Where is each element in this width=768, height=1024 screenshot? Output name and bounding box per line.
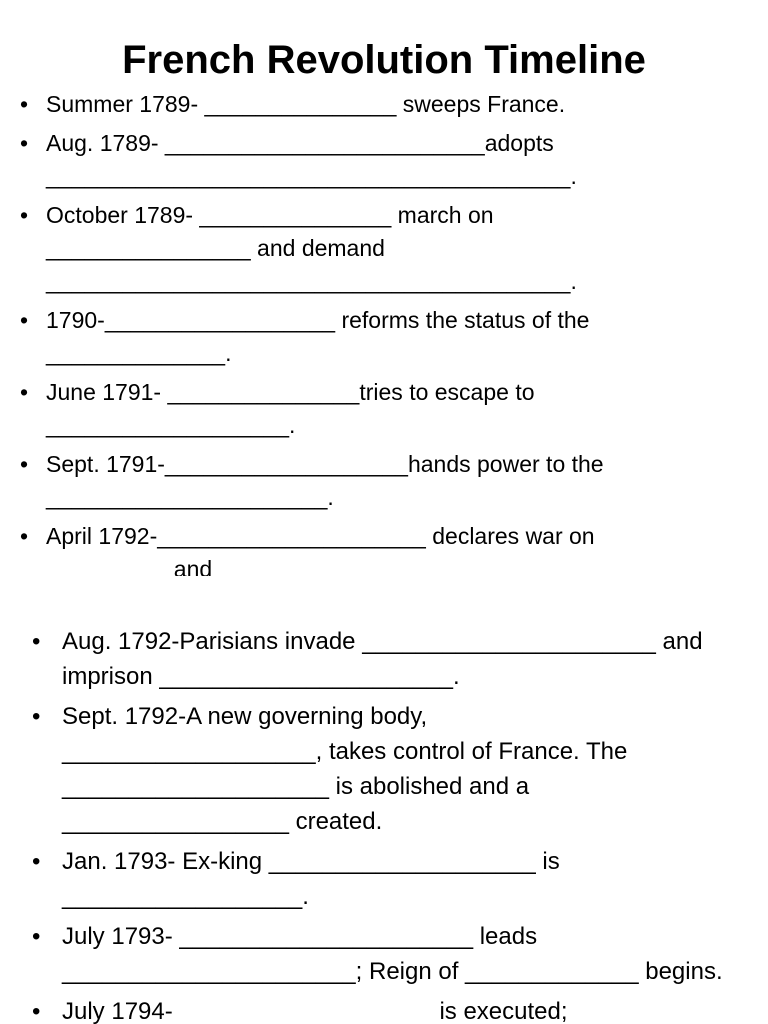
list-item: [0, 520, 768, 576]
list-item: [0, 919, 768, 989]
item-line: • Jan. 1793- Ex-king ____________________ is: [62, 848, 560, 875]
list-item: [0, 88, 768, 121]
item-line: • June 1791- _______________tries to escape to: [46, 379, 535, 405]
list-item: [0, 699, 768, 839]
list-item: [0, 624, 768, 694]
item-line: • 1790-__________________ reforms the status of the: [46, 307, 590, 333]
item-line: ____________________ is abolished and a: [62, 773, 530, 800]
item-line: _________________________________________.: [46, 163, 577, 189]
item-line: • Sept. 1792-A new governing body,: [62, 703, 428, 730]
item-line: • July 1793- ______________________ leads: [62, 923, 538, 950]
item-line: ___________________, takes control of France. The: [62, 738, 628, 765]
item-line: • Aug. 1792-Parisians invade ______________________ and: [62, 628, 703, 655]
list-item: [0, 994, 768, 1024]
item-line: _________________________________________.: [46, 268, 577, 294]
list-item: [0, 199, 768, 298]
item-line: __________________.: [62, 883, 309, 910]
item-line: _________________ created.: [62, 808, 383, 835]
item-line: ______________.: [46, 340, 232, 366]
list-item: [0, 376, 768, 442]
item-line: imprison ______________________.: [62, 663, 460, 690]
item-line: • July 1794- is executed;: [62, 998, 568, 1024]
list-item: [0, 448, 768, 514]
list-item: [0, 127, 768, 193]
item-line: ______________________.: [46, 484, 334, 510]
item-line: • April 1792-_____________________ declares war on: [46, 523, 595, 549]
item-line: • Aug. 1789- _________________________adopts: [46, 130, 554, 156]
item-line: ______________________; Reign of _____________ begins.: [62, 958, 723, 985]
item-line: • Summer 1789- _______________ sweeps France.: [46, 91, 566, 117]
item-line: • Sept. 1791-___________________hands power to the: [46, 451, 604, 477]
item-line: and: [46, 556, 213, 576]
list-item: [0, 844, 768, 914]
item-line: ___________________.: [46, 412, 296, 438]
page-title: French Revolution Timeline: [122, 38, 646, 82]
timeline-list-1: [0, 88, 768, 576]
item-line: ________________ and demand: [46, 235, 385, 261]
item-line: • October 1789- _______________ march on: [46, 202, 494, 228]
slide-2: [0, 588, 768, 1024]
timeline-list-2: [0, 624, 768, 1024]
list-item: [0, 304, 768, 370]
